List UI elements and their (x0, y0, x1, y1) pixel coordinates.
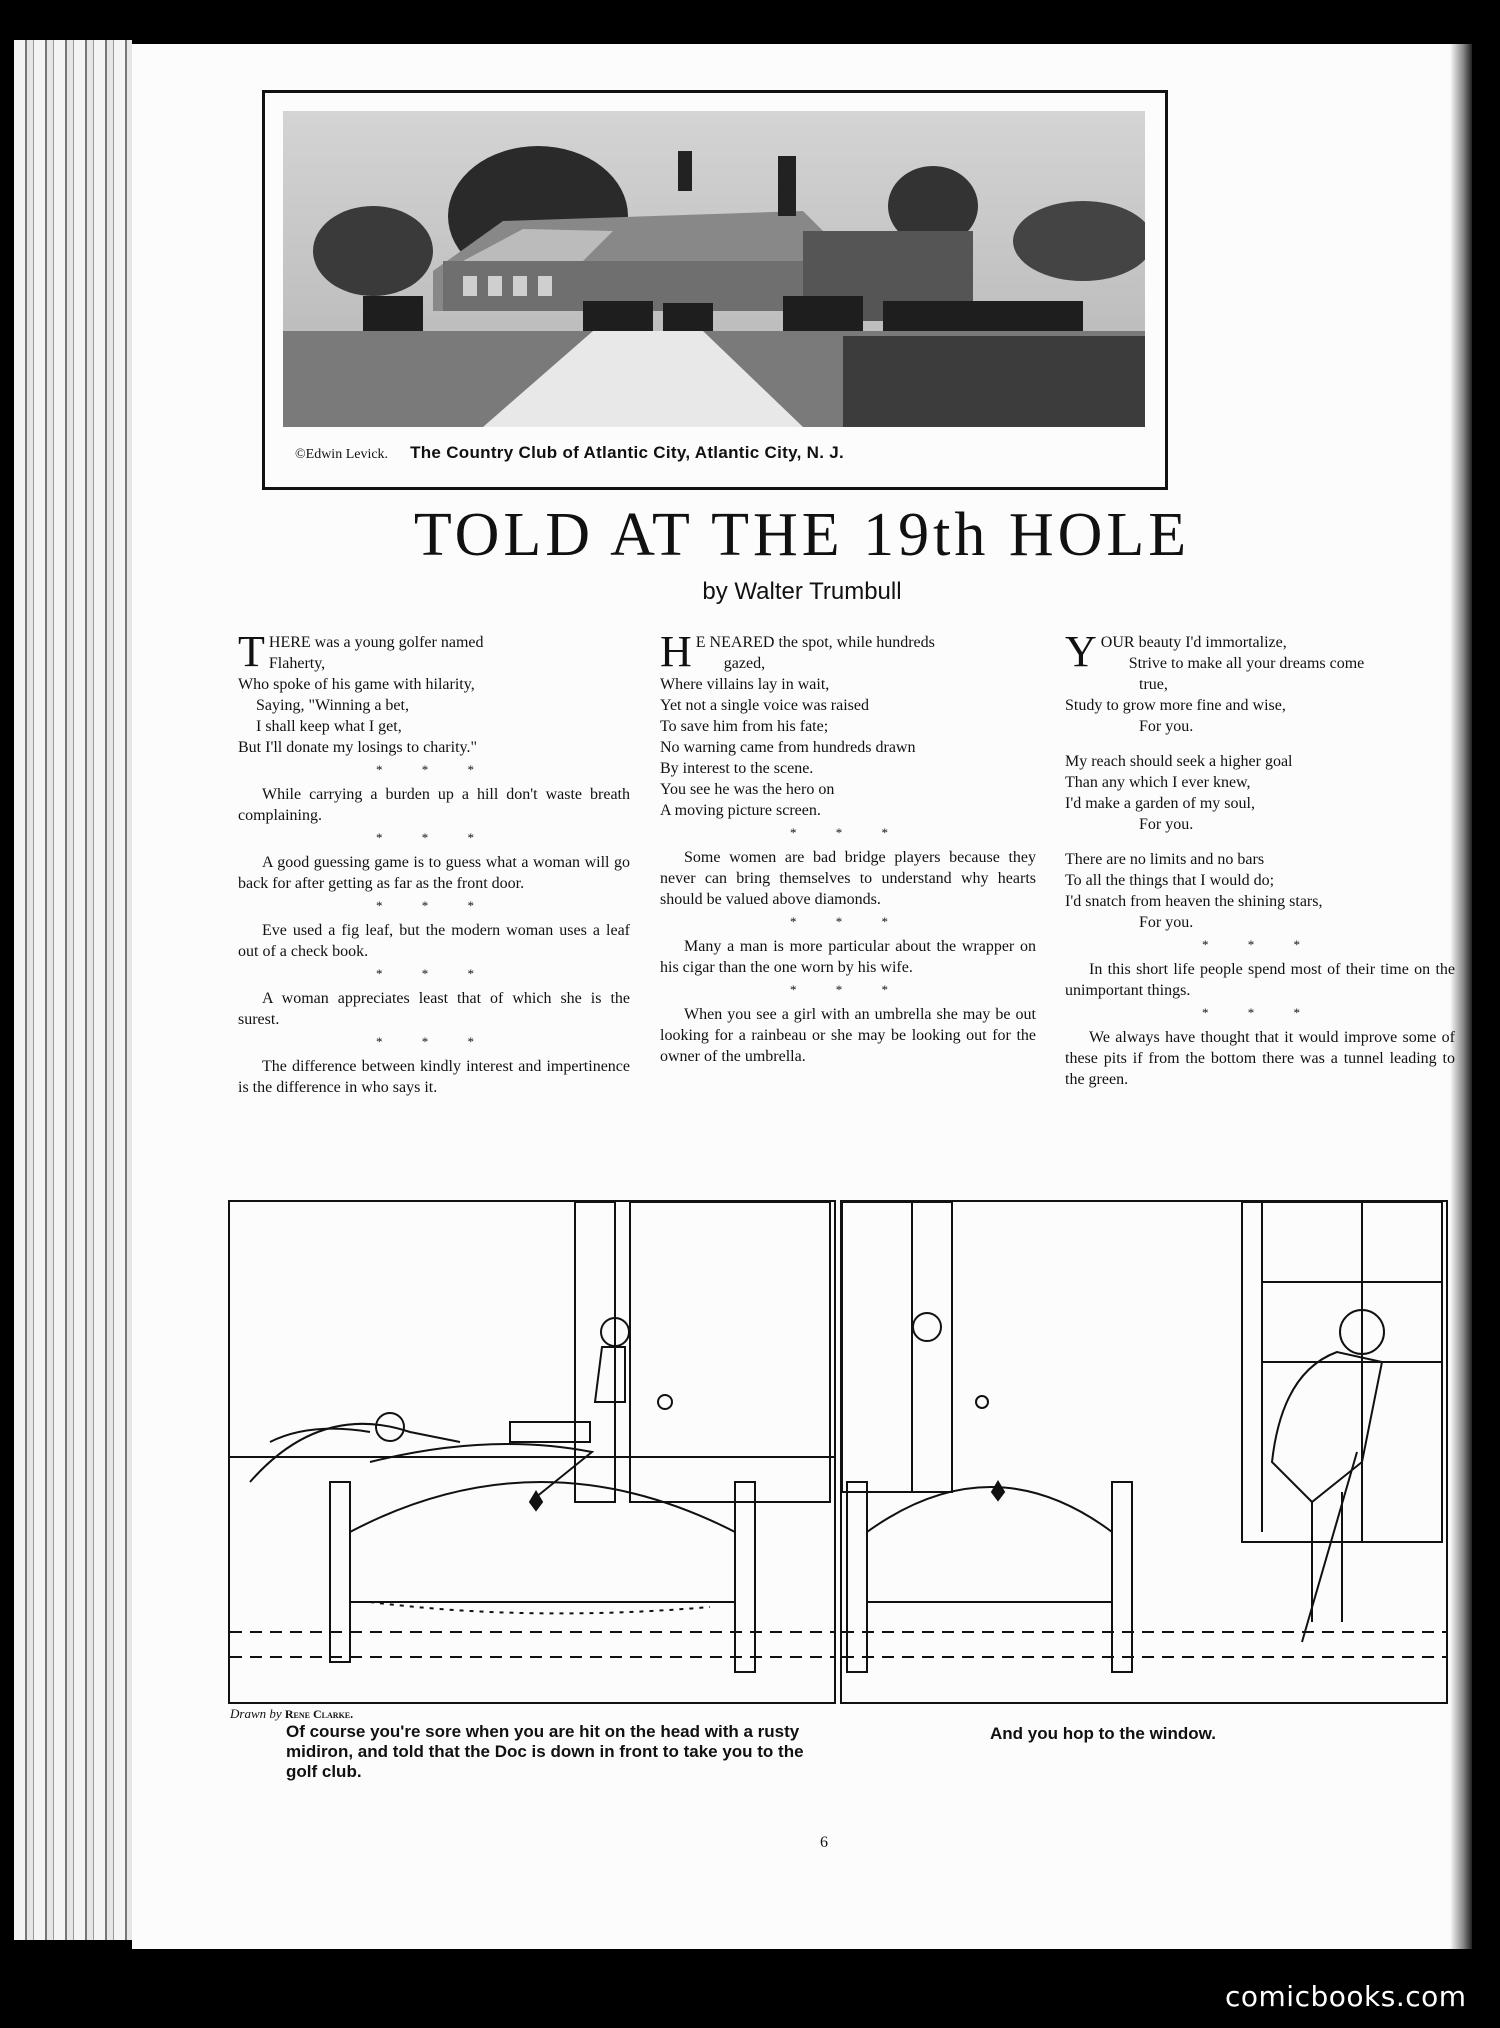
separator: * * * (376, 830, 492, 845)
separator: * * * (376, 966, 492, 981)
article-byline: by Walter Trumbull (702, 578, 902, 605)
photo-caption: The Country Club of Atlantic City, Atlantic City, N. J. (410, 443, 845, 462)
paragraph: We always have thought that it would improve some of these pits if from the bottom there was a tunnel leading to the green. (1065, 1029, 1455, 1088)
cartoon-panel-bed (228, 1200, 836, 1704)
paragraph: Some women are bad bridge players because they never can bring themselves to understand why hearts should be valued above diamonds. (660, 849, 1036, 908)
cartoon (228, 1200, 1448, 1700)
separator: * * * (376, 762, 492, 777)
paragraph: When you see a girl with an umbrella she may be out looking for a rainbeau or she may be looking out for the owner of the umbrella. (660, 1006, 1036, 1065)
separator: * * * (1202, 937, 1318, 952)
drop-cap: H (660, 627, 692, 676)
article-title: TOLD AT THE 19th HOLE (413, 501, 1191, 569)
limerick: THERE was a young golfer named Flaherty, Who spoke of his game with hilarity, Saying, "Winning a bet, I shall keep what I get, But I'll donate my losings to charity." (238, 627, 484, 756)
paragraph: A good guessing game is to guess what a woman will go back for after getting as far as the front door. (238, 854, 630, 892)
country-club-photo (283, 111, 1145, 427)
book-page-edges (14, 40, 132, 1940)
cartoon-caption-right: And you hop to the window. (990, 1724, 1216, 1743)
separator: * * * (790, 982, 906, 997)
separator: * * * (790, 825, 906, 840)
drop-cap: Y (1065, 627, 1097, 676)
paragraph: In this short life people spend most of their time on the unimportant things. (1065, 961, 1455, 999)
photo-frame (262, 90, 1168, 490)
paragraph: While carrying a burden up a hill don't waste breath complaining. (238, 786, 630, 824)
poem: H E NEARED the spot, while hundreds gazed, Where villains lay in wait, Yet not a single voice was raised To save him from his fate; No warning came from hundreds drawn By interest to the scene. You see he was the hero on A moving picture screen. (660, 627, 935, 819)
text-column-2 (660, 627, 1036, 1067)
text-column-1 (238, 627, 630, 1098)
cartoon-credit: Drawn by Rene Clarke. (230, 1706, 354, 1721)
paragraph: A woman appreciates least that of which she is the surest. (238, 990, 630, 1028)
drop-cap: T (238, 627, 265, 676)
paragraph: Eve used a fig leaf, but the modern woman uses a leaf out of a check book. (238, 922, 630, 960)
photo-credit: ©Edwin Levick. (295, 447, 389, 462)
cartoon-panel-window (840, 1200, 1448, 1704)
separator: * * * (376, 1034, 492, 1049)
paragraph: The difference between kindly interest and impertinence is the difference in who says it. (238, 1058, 630, 1096)
poem-stanza-3: There are no limits and no bars To all the things that I would do; I'd snatch from heaven the shining stars, For you. (1065, 851, 1323, 931)
separator: * * * (790, 914, 906, 929)
watermark: comicbooks.com (1225, 1980, 1467, 2013)
separator: * * * (376, 898, 492, 913)
poem-stanza-2: My reach should seek a higher goal Than any which I ever knew, I'd make a garden of my soul, For you. (1065, 753, 1293, 833)
cartoon-caption-left: Of course you're sore when you are hit on the head with a rusty midiron, and told that the Doc is down in front to take you to the golf club. (286, 1722, 804, 1781)
separator: * * * (1202, 1005, 1318, 1020)
text-column-3 (1065, 627, 1455, 1090)
paragraph: Many a man is more particular about the wrapper on his cigar than the one worn by his wife. (660, 938, 1036, 976)
poem-stanza-1: YOUR beauty I'd immortalize, Strive to make all your dreams come true, Study to grow more fine and wise, For you. (1065, 627, 1365, 735)
page-number: 6 (820, 1834, 828, 1851)
